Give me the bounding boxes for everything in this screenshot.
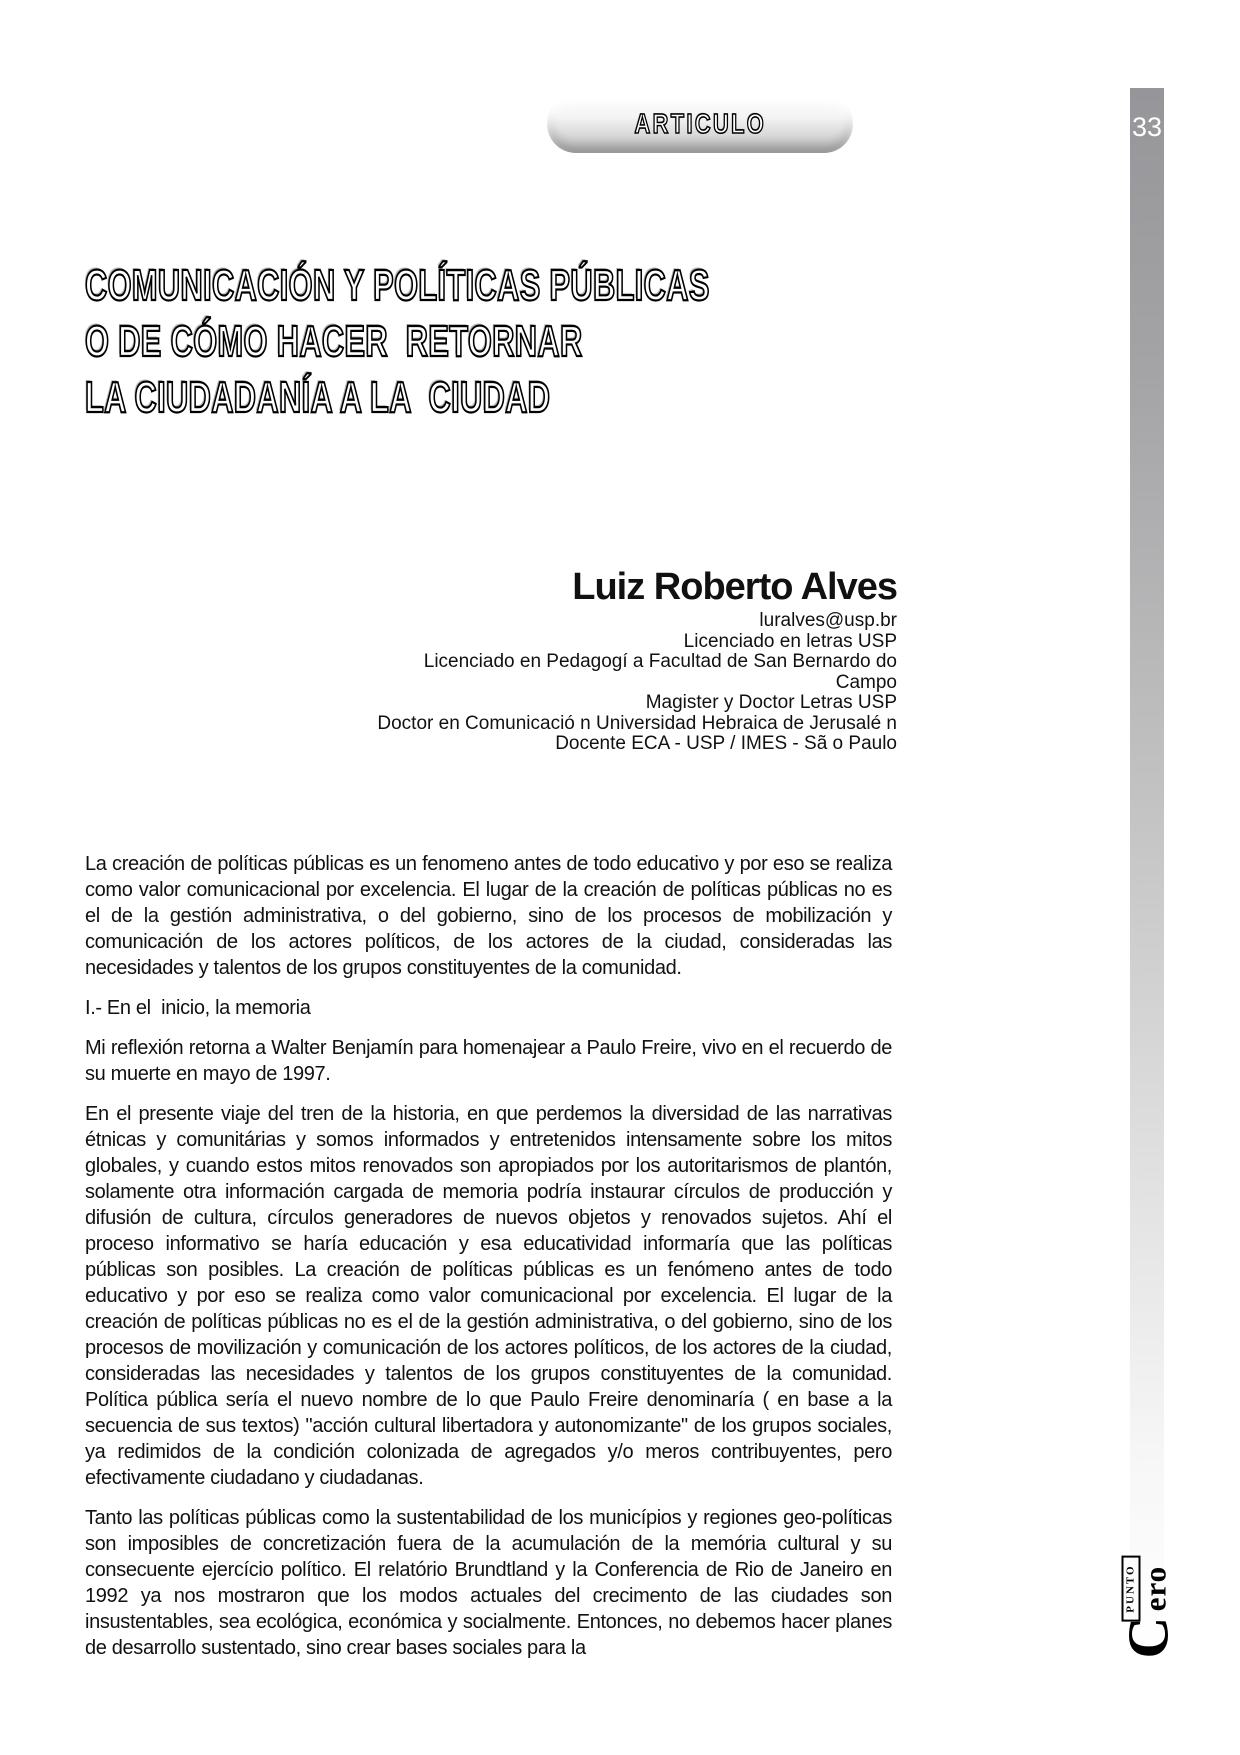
author-block [137, 566, 897, 755]
page-edge-bar [1130, 88, 1164, 1653]
section-heading: I.- En el inicio, la memoria [85, 997, 311, 1019]
logo-right-column [1122, 1555, 1171, 1621]
article-title [85, 258, 977, 426]
page-number: 33 [1131, 112, 1163, 142]
body-paragraph: En el presente viaje del tren de la historia, en que perdemos la diversidad de las narrativas étnicas y comunitárias y somos informados y entretenidos intensamente sobre los mitos globales, y cuando estos mitos renovados son apropiados por los autoritarismos de plantón, solamente otra información cargada de memoria podría instaurar círculos de producción y difusión de cultura, círculos generadores de nuevos objetos y renovados sujetos. Ahí el proceso informativo se haría educación y esa educatividad informaría que las políticas públicas son posibles. La creación de políticas públicas es un fenómeno antes de todo educativo y por eso se realiza como valor comunicacional por excelencia. El lugar de la creación de políticas públicas no es el de la gestión administrativa, o del gobierno, sino de los procesos de movilización y comunicación de los actores políticos, de los actores de la ciudad, consideradas las necesidades y talentos de los grupos constituyentes de la comunidad. Política pública sería el nuevo nombre de lo que Paulo Freire denominaría ( en base a la secuencia de sus textos) "acción cultural libertadora y autonomizante" de los grupos sociales, ya redimidos de la condición colonizada de agregados y/o meros contribuyentes, pero efectivamente ciudadano y ciudadanas. [85, 1103, 892, 1489]
author-credential: Licenciado en letras USP [683, 630, 897, 652]
article-title-line-1: COMUNICACIÓN Y POLÍTICAS PÚBLICAS [85, 261, 710, 310]
author-credential: Docente ECA - USP / IMES - Sã o Paulo [555, 733, 897, 754]
author-credential: Campo [835, 671, 897, 693]
author-credential: Doctor en Comunicació n Universidad Hebraica de Jerusalé n [377, 712, 897, 734]
author-credential: Licenciado en Pedagogí a Facultad de San Bernardo do [423, 651, 897, 672]
body-paragraph: Tanto las políticas públicas como la sustentabilidad de los municípios y regiones geo-políticas son imposibles de concretización fuera de la acumulación de la memória cultural y su consecuente ejercício político. El relatório Brundtland y la Conferencia de Rio de Janeiro en 1992 ya nos mostraron que los modos actuales del crecimento de las ciudades son insustentables, sea ecológica, económica y socialmente. Entonces, no debemos hacer planes de desarrollo sustentado, sino crear bases sociales para la [85, 1507, 892, 1659]
author-name: Luiz Roberto Alves [572, 566, 897, 608]
body-paragraph: La creación de políticas públicas es un fenomeno antes de todo educativo y por eso se realiza como valor comunicacional por excelencia. El lugar de la creación de políticas públicas no es el de la gestión administrativa, o del gobierno, sino de los procesos de mobilización y comunicación de los actores políticos, de los actores de la ciudad, consideradas las necesidades y talentos de los grupos constituyentes de la comunidad. [85, 853, 892, 979]
cero-rest-letters: ero [1137, 1565, 1173, 1612]
author-credential: Magister y Doctor Letras USP [645, 692, 897, 713]
article-type-badge-label: ARTICULO [634, 108, 766, 139]
article-body [85, 851, 892, 1675]
punto-label: PUNTO [1122, 1555, 1141, 1621]
author-email: luralves@usp.br [759, 610, 897, 631]
cero-initial-letter: C [1115, 1618, 1181, 1659]
article-title-line-2: O DE CÓMO HACER RETORNAR [85, 317, 583, 366]
body-paragraph: Mi reflexión retorna a Walter Benjamín para homenajear a Paulo Freire, vivo en el recuerdo de su muerte en mayo de 1997. [85, 1037, 892, 1085]
article-type-badge [547, 95, 853, 153]
punto-cero-logo [1115, 1555, 1181, 1659]
article-title-line-3: LA CIUDADANÍA A LA CIUDAD [85, 373, 551, 422]
